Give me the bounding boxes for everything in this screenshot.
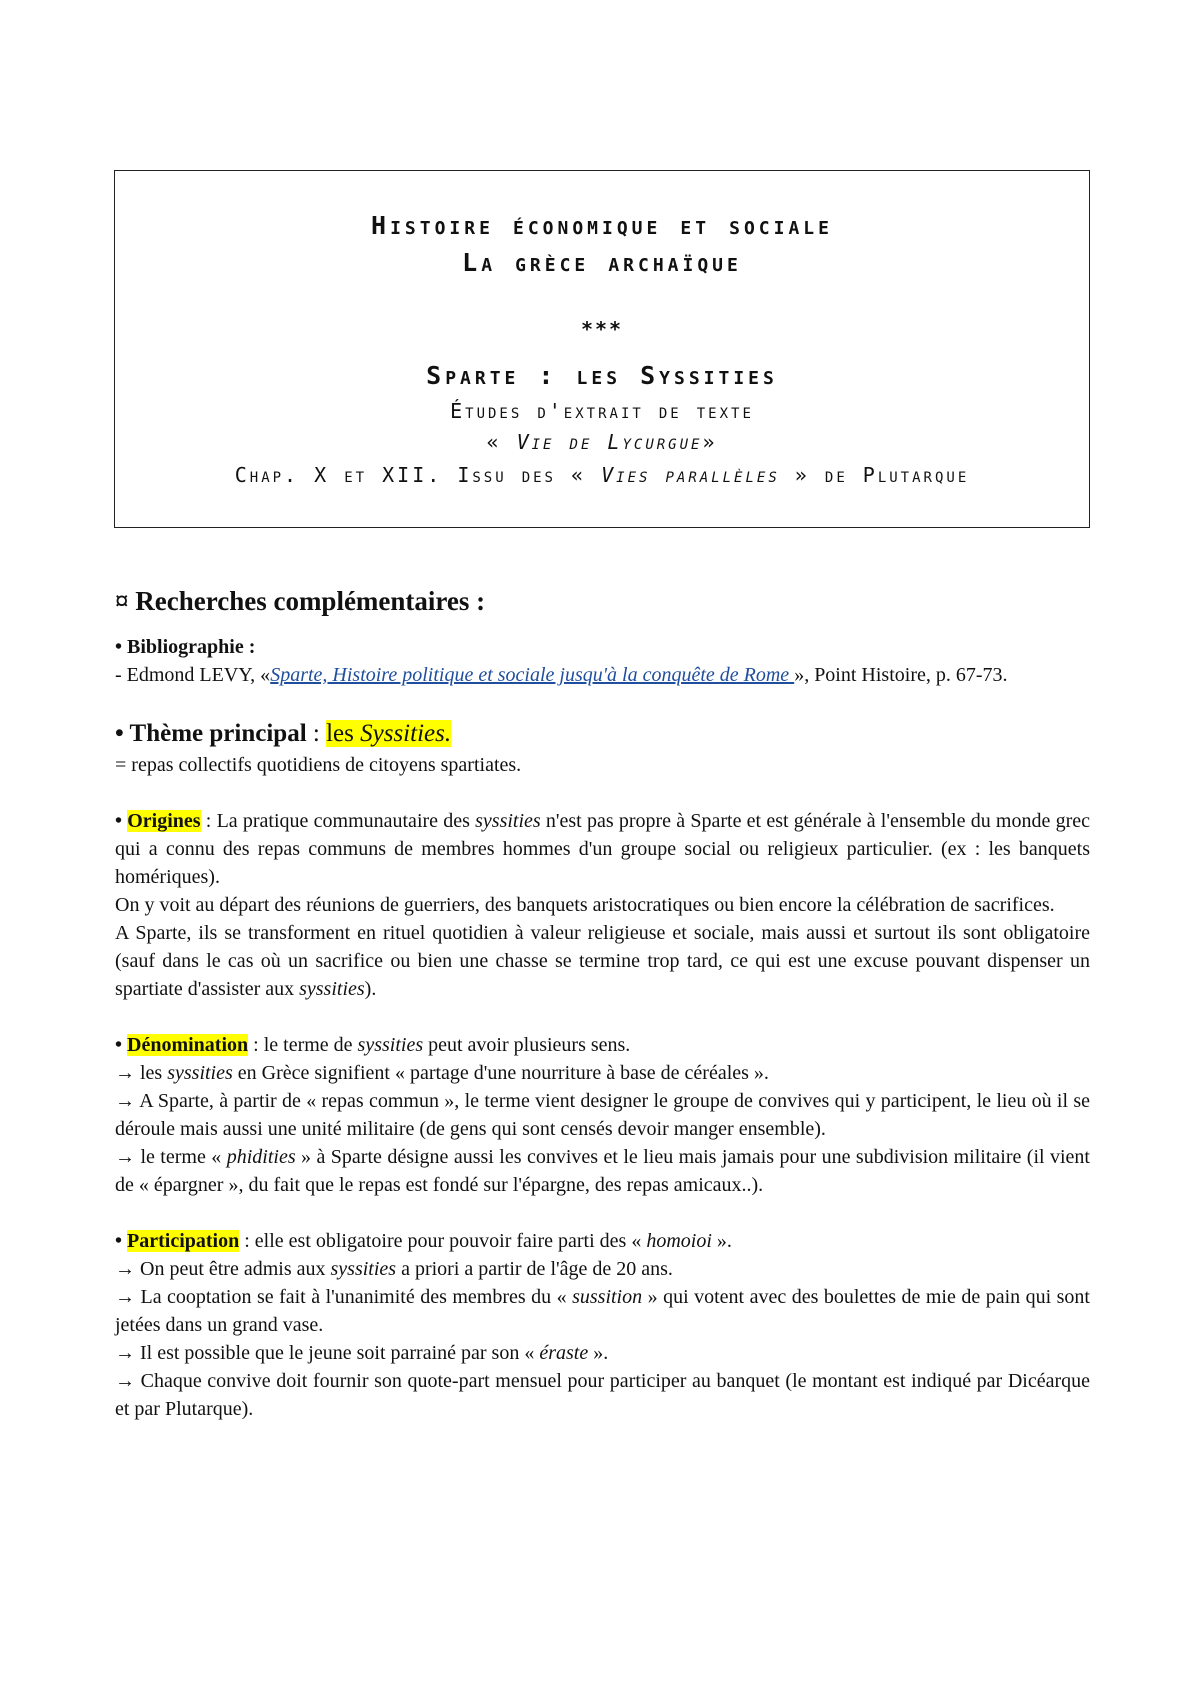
- denomination-text-4b: » à Sparte désigne aussi les convives et le lieu mais jamais pour une subdivision militaire (il vient de « épargner », du fait que le repas est fondé sur l'épargne, des repas amicaux..).: [115, 1146, 1090, 1196]
- participation-text-2b: a priori a partir de l'âge de 20 ans.: [396, 1258, 673, 1280]
- theme-sep: :: [306, 720, 327, 747]
- course-subtitle: La grèce archaïque: [462, 248, 742, 277]
- denomination-paragraph-4: [115, 1143, 1090, 1199]
- theme-definition: = repas collectifs quotidiens de citoyens spartiates.: [115, 754, 522, 776]
- bibliography-link[interactable]: Sparte, Histoire politique et sociale jusqu'à la conquête de Rome: [270, 664, 795, 686]
- separator-stars: ***: [580, 317, 624, 341]
- section-heading: ¤ Recherches complémentaires :: [115, 586, 486, 616]
- origines-label: Origines: [127, 810, 201, 832]
- participation-text-3em: sussition: [572, 1286, 643, 1308]
- document-body: [115, 583, 1090, 1423]
- work-title: Vie de Lycurgue: [516, 430, 703, 454]
- participation-text-4em: éraste: [539, 1342, 589, 1364]
- bibliography-label: • Bibliographie :: [115, 636, 256, 658]
- work-title-close: »: [702, 430, 718, 454]
- course-title: Histoire économique et sociale: [371, 211, 833, 240]
- origines-text-1b: n'est pas propre à Sparte et est générale à l'ensemble du monde grec qui a connu des repas communs de membres hommes d'un groupe social ou religieux particulier. (ex : les banquets homériques).: [115, 810, 1091, 888]
- denomination-text-4a: → le terme «: [115, 1146, 227, 1168]
- source-prefix: Chap. X et XII. Issu des «: [234, 463, 602, 487]
- denomination-text-4em: phidities: [226, 1146, 296, 1168]
- participation-text-1a: : elle est obligatoire pour pouvoir faire parti des «: [239, 1230, 647, 1252]
- origines-text-3b: ).: [364, 978, 377, 1000]
- denomination-text-2a: → les: [115, 1062, 168, 1084]
- origines-text-3a: A Sparte, ils se transforment en rituel quotidien à valeur religieuse et sociale, mais aussi et surtout ils sont obligatoire (sauf dans le cas où un sacrifice ou bien une chasse se termine trop tard, ce qui est une excuse pouvant dispenser un spartiate d'assister aux: [115, 922, 1090, 1000]
- participation-label: Participation: [127, 1230, 240, 1252]
- participation-paragraph-3: [115, 1283, 1090, 1339]
- theme-line: [115, 717, 1090, 751]
- participation-paragraph-5: → Chaque convive doit fournir son quote-part mensuel pour participer au banquet (le montant est indiqué par Dicéarque et par Plutarque).: [115, 1370, 1090, 1420]
- denomination-text-2b: en Grèce signifient « partage d'une nourriture à base de céréales ».: [232, 1062, 769, 1084]
- participation-text-2em: syssities: [330, 1258, 397, 1280]
- denomination-paragraph-1: [115, 1031, 1090, 1059]
- origines-bullet: •: [115, 810, 128, 832]
- denomination-text-1em: syssities: [357, 1034, 424, 1056]
- participation-text-2a: → On peut être admis aux: [115, 1258, 331, 1280]
- source-work: Vies parallèles: [601, 463, 780, 487]
- bibliography-prefix: - Edmond LEVY, «: [115, 664, 271, 686]
- origines-paragraph-3: [115, 919, 1090, 1003]
- denomination-bullet: •: [115, 1034, 128, 1056]
- denomination-paragraph-2: [115, 1059, 1090, 1087]
- denomination-text-1b: peut avoir plusieurs sens.: [423, 1034, 631, 1056]
- origines-text-1a: : La pratique communautaire des: [200, 810, 476, 832]
- origines-paragraph-2: On y voit au départ des réunions de guerriers, des banquets aristocratiques ou bien encore la célébration de sacrifices.: [115, 894, 1055, 916]
- origines-paragraph-1: [115, 807, 1090, 891]
- participation-text-4a: → Il est possible que le jeune soit parrainé par son «: [115, 1342, 540, 1364]
- denomination-text-2em: syssities: [167, 1062, 233, 1084]
- participation-text-1em: homoioi: [646, 1230, 712, 1252]
- denomination-label: Dénomination: [127, 1034, 249, 1056]
- denomination-paragraph-3: → A Sparte, à partir de « repas commun », le terme vient designer le groupe de convives qui y participent, le lieu où il se déroule mais aussi une unité militaire (de gens qui sont censés devoir manger ensemble).: [115, 1090, 1090, 1140]
- document-kind: Études d'extrait de texte: [450, 399, 754, 423]
- work-title-line: [115, 430, 1089, 454]
- theme-value-b: Syssities.: [360, 720, 452, 747]
- participation-paragraph-4: [115, 1339, 1090, 1367]
- document-title: Sparte : les Syssities: [426, 361, 778, 390]
- theme-label: • Thème principal: [115, 720, 307, 747]
- theme-value-a: les: [326, 720, 361, 747]
- participation-text-1b: ».: [711, 1230, 732, 1252]
- participation-text-3a: → La cooptation se fait à l'unanimité des membres du «: [115, 1286, 573, 1308]
- participation-paragraph-2: [115, 1255, 1090, 1283]
- title-box: [114, 170, 1090, 528]
- work-title-open: «: [486, 430, 517, 454]
- participation-bullet: •: [115, 1230, 128, 1252]
- bibliography-entry: [115, 661, 1090, 689]
- source-line: [115, 463, 1089, 487]
- origines-text-3em: syssities: [299, 978, 365, 1000]
- denomination-text-1a: : le terme de: [248, 1034, 358, 1056]
- bibliography-suffix: », Point Histoire, p. 67-73.: [794, 664, 1008, 686]
- theme-value: [326, 720, 451, 747]
- participation-text-4b: ».: [588, 1342, 609, 1364]
- origines-text-1em: syssities: [475, 810, 541, 832]
- participation-paragraph-1: [115, 1227, 1090, 1255]
- participation-text-3b: » qui votent avec des boulettes de mie de pain qui sont jetées dans un grand vase.: [115, 1286, 1090, 1336]
- source-suffix: » de Plutarque: [779, 463, 970, 487]
